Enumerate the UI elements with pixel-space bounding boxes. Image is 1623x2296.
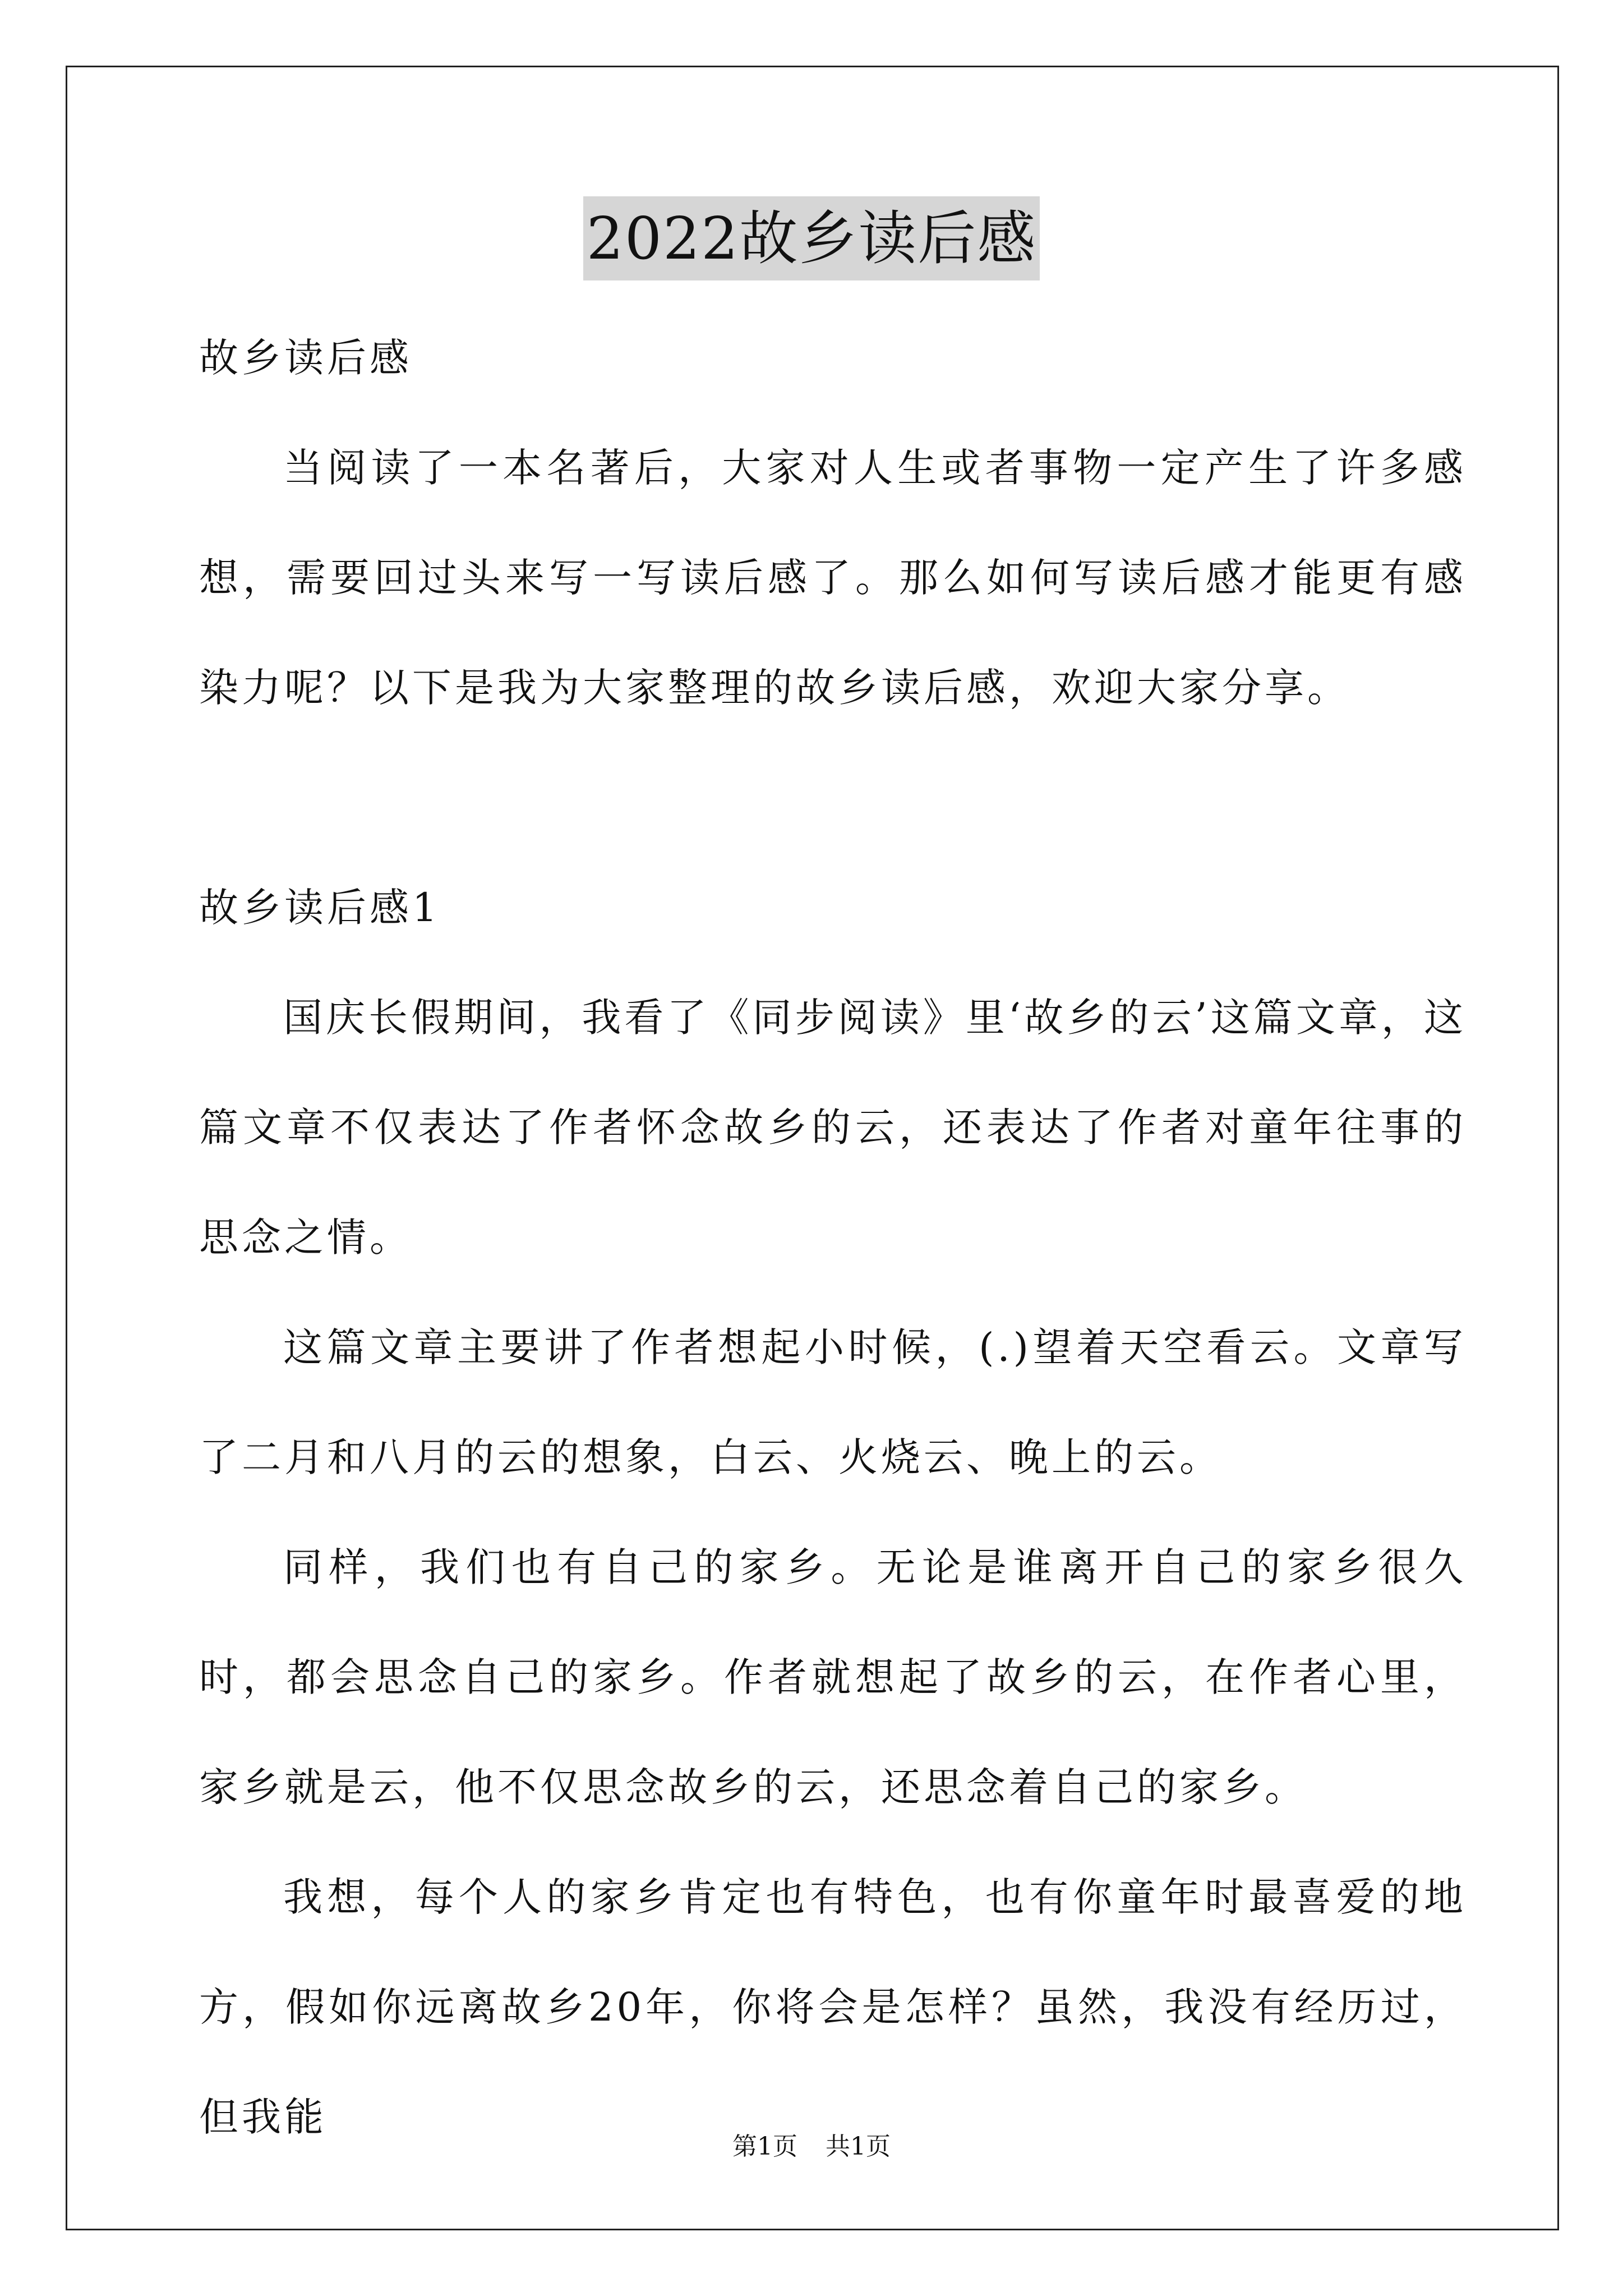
title-wrapper (0, 196, 1623, 280)
intro-paragraph: 当阅读了一本名著后，大家对人生或者事物一定产生了许多感想，需要回过头来写一写读后感了。那么如何写读后感才能更有感染力呢？以下是我为大家整理的故乡读后感，欢迎大家分享。 (199, 445, 1467, 711)
section-spacer (199, 743, 1467, 853)
heading: 故乡读后感 (199, 335, 412, 381)
page-total: 共1页 (826, 2132, 891, 2161)
page-footer (0, 2126, 1623, 2162)
paragraph-4: 我想，每个人的家乡肯定也有特色，也有你童年时最喜爱的地方，假如你远离故乡20年，你将会是怎样？虽然，我没有经历过，但我能 (199, 1874, 1467, 2140)
section-title: 故乡读后感1 (199, 885, 441, 931)
page-number: 第1页 (732, 2132, 797, 2161)
paragraph-2: 这篇文章主要讲了作者想起小时候，(.)望着天空看云。文章写了二月和八月的云的想象，白云、火烧云、晚上的云。 (199, 1324, 1467, 1480)
document-body (199, 303, 1467, 2172)
paragraph-1: 国庆长假期间，我看了《同步阅读》里‘故乡的云’这篇文章，这篇文章不仅表达了作者怀念故乡的云，还表达了作者对童年往事的思念之情。 (199, 995, 1467, 1260)
document-title: 2022故乡读后感 (583, 196, 1040, 280)
paragraph-3: 同样，我们也有自己的家乡。无论是谁离开自己的家乡很久时，都会思念自己的家乡。作者就想起了故乡的云，在作者心里，家乡就是云，他不仅思念故乡的云，还思念着自己的家乡。 (199, 1544, 1467, 1810)
